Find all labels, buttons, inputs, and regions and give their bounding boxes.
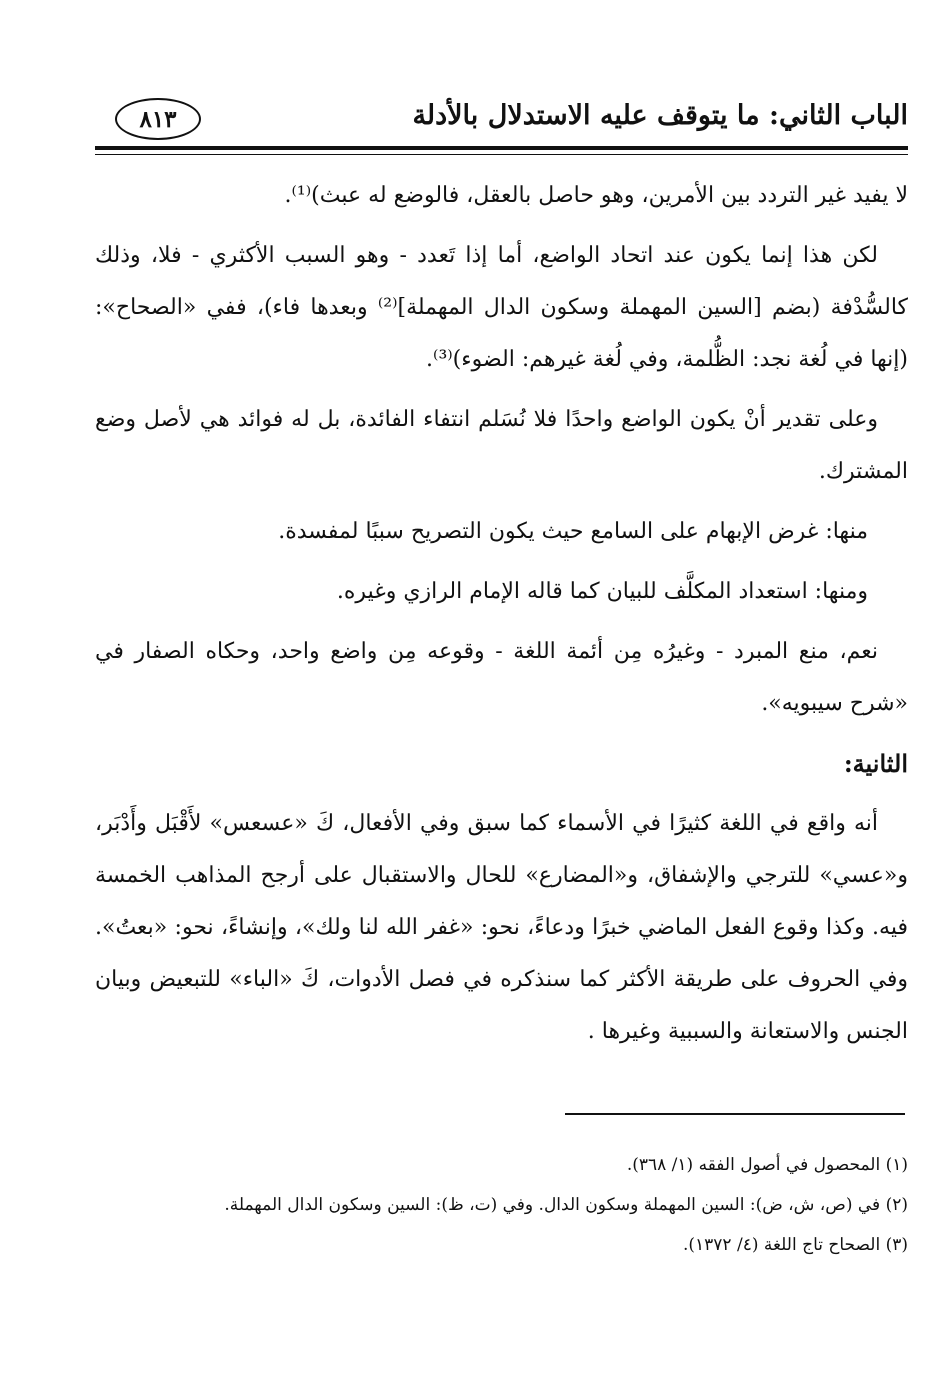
footnote: (٣) الصحاح تاج اللغة (٤/ ١٣٧٢). bbox=[682, 1235, 908, 1255]
page-number-badge: ٨١٣ bbox=[115, 98, 201, 140]
paragraph: نعم، منع المبرد - وغيرُه مِن أئمة اللغة - وقوعه مِن واضع واحد، وحكاه الصفار في «شرح سيبويه». bbox=[95, 639, 908, 716]
body-text bbox=[95, 170, 908, 1066]
footnote: (١) المحصول في أصول الفقه (١/ ٣٦٨). bbox=[626, 1155, 908, 1175]
header-rule-thin bbox=[95, 154, 908, 155]
paragraph: لكن هذا إنما يكون عند اتحاد الواضع، أما إذا تَعدد - وهو السبب الأكثري - فلا، وذلك كالسُّدْفة (بضم [السين المهملة وسكون الدال المهملة]⁽²⁾ وبعدها فاء)، ففي «الصحاح»: (إنها في لُغة نجد: الظُّلمة، وفي لُغة غيرهم: الضوء)⁽³⁾. bbox=[95, 243, 908, 372]
page-header bbox=[95, 98, 908, 148]
paragraph: وعلى تقدير أنْ يكون الواضع واحدًا فلا نُسَلم انتفاء الفائدة، بل له فوائد هي لأصل وضع المشترك. bbox=[95, 407, 908, 484]
paragraph-subitem: ومنها: استعداد المكلَّف للبيان كما قاله الإمام الرازي وغيره. bbox=[336, 579, 868, 604]
footnote: (٢) في (ص، ش، ض): السين المهملة وسكون الدال. وفي (ت، ظ): السين وسكون الدال المهملة. bbox=[224, 1195, 908, 1215]
section-heading: الثانية: bbox=[843, 749, 908, 778]
footnotes bbox=[95, 1145, 908, 1265]
paragraph: أنه واقع في اللغة كثيرًا في الأسماء كما سبق وفي الأفعال، كَ «عسعس» لأَقْبَل وأَدْبَر، و«عسي» للترجي والإشفاق، و«المضارع» للحال والاستقبال على أرجح المذاهب الخمسة فيه. وكذا وقوع الفعل الماضي خبرًا ودعاءً، نحو: «غفر الله لنا ولك»، وإنشاءً، نحو: «بعتُ». وفي الحروف على طريقة الأكثر كما سنذكره في فصل الأدوات، كَ «الباء» للتبعيض وبيان الجنس والاستعانة والسببية وغيرها . bbox=[95, 811, 908, 1044]
footnote-separator bbox=[565, 1113, 905, 1115]
paragraph-subitem: منها: غرض الإبهام على السامع حيث يكون التصريح سببًا لمفسدة. bbox=[278, 519, 868, 544]
header-rule-thick bbox=[95, 146, 908, 150]
paragraph: لا يفيد غير التردد بين الأمرين، وهو حاصل بالعقل، فالوضع له عبث)⁽¹⁾. bbox=[284, 183, 908, 208]
chapter-title: الباب الثاني: ما يتوقف عليه الاستدلال بالأدلة bbox=[412, 100, 908, 131]
